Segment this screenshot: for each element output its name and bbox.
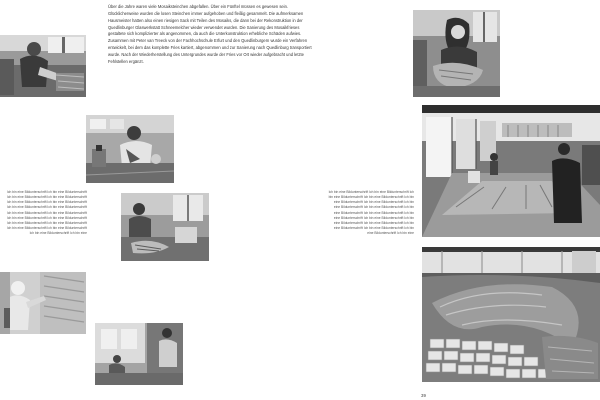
- photo-worker-wall: [0, 272, 86, 334]
- photo-mosaic-workers-table: [0, 35, 86, 97]
- photo-workers-room: [95, 323, 183, 385]
- body-text: Über die Jahre waren viele Mosaiksteinchen abgefallen. Über ein Fünftel müssen es gewesen sein. Glücklicherweise wurden die losen Steinchen immer aufgehoben und fleißig gesammelt. Die aufmerksamen Hausmeister hatten also einen riesigen Sack mit Teilen des Mosaiks, die dann bei der Rekonstruktion in der Quedlinburger Glaswerkstatt Schneemelcher wieder verwendet wurden. Die Sanierung des Mosaikfrieses gestaltete sich komplizierter als angenommen, da auch die Unterkonstruktion erhebliche Schäden aufwies. Zusammen mit Peter van Treeck von der Fachhochschule Erfurt und den Quedlinburgern wurde ein Verfahren entwickelt, bei dem das komplette Fries kartiert, abgenommen und zur Sanierung nach Quedlinburg transportiert wurde. Nach der Wiederherstellung des Untergrundes wurde der Fries vor Ort wieder aufgebracht und letzte Fehlstellen ergänzt.: [108, 4, 312, 64]
- photo-woman-workbench: [121, 193, 209, 261]
- caption-left: Ich bin eine Bildunterschrift Ich bin eine Bildunterschrift Ich bin eine Bildunterschrift Ich bin eine Bildunterschrift Ich bin eine Bildunterschrift Ich bin eine Bildunterschrift Ich bin eine Bildunterschrift Ich bin eine Bildunterschrift Ich bin eine Bildunterschrift Ich bin eine Bildunterschrift Ich bin eine Bildunterschrift Ich bin eine Bildunterschrift Ich bin eine Bildunterschrift Ich bin eine Bildunterschrift Ich bin eine Bildunterschrift Ich bin eine Bildunterschrift Ich bin eine Bildunterschrift Ich bin eine: [6, 190, 87, 236]
- photo-workshop-hall: [422, 105, 600, 237]
- photo-man-working-mosaic: [86, 115, 174, 183]
- photo-mosaic-floor: [422, 247, 600, 382]
- caption-right: Ich bin eine Bildunterschrift Ich bin eine Bildunterschrift Ich bin eine Bildunterschrift Ich bin eine Bildunterschrift Ich bin eine Bildunterschrift Ich bin eine Bildunterschrift Ich bin eine Bildunterschrift Ich bin eine Bildunterschrift Ich bin eine Bildunterschrift Ich bin eine Bildunterschrift Ich bin eine Bildunterschrift Ich bin eine Bildunterschrift Ich bin eine Bildunterschrift Ich bin eine Bildunterschrift Ich bin eine Bildunterschrift Ich bin eine Bildunterschrift Ich bin eine Bildunterschrift Ich bin eine: [328, 190, 414, 236]
- page-number: 39: [421, 393, 426, 398]
- photo-woman-workshop: [413, 10, 500, 97]
